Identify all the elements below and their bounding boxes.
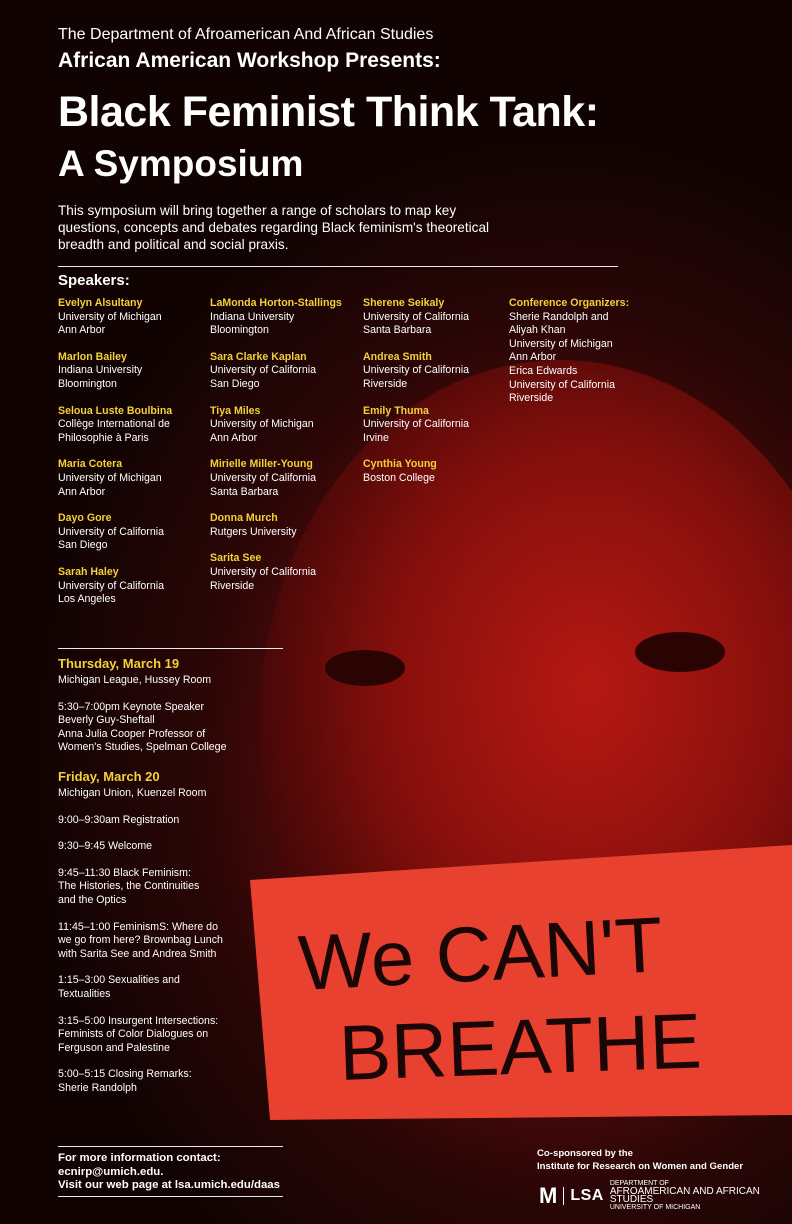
speaker-affiliation: Sherie Randolph and: [509, 310, 609, 323]
schedule-item-line: and the Optics: [58, 893, 127, 906]
schedule-item-line: Anna Julia Cooper Professor of: [58, 727, 206, 740]
speaker-affiliation: University of California: [363, 418, 469, 431]
speaker-affiliation: Philosophie à Paris: [58, 431, 149, 444]
schedule-item-line: 9:00–9:30am Registration: [58, 813, 180, 826]
dept-big: AFROAMERICAN AND AFRICAN STUDIES: [609, 1186, 760, 1205]
speaker-affiliation: Rutgers University: [210, 525, 297, 538]
speakers-heading: Speakers:: [58, 272, 130, 289]
lsa-logo: [539, 1180, 792, 1212]
schedule-item-line: Feminists of Color Dialogues on: [58, 1028, 209, 1041]
speaker-name: Maria Cotera: [58, 458, 123, 471]
speaker-name: Tiya Miles: [210, 404, 261, 417]
schedule-item: [58, 701, 288, 755]
speaker-affiliation: University of California: [363, 310, 469, 323]
speaker-affiliation: Bloomington: [210, 324, 269, 337]
speaker-entry: [363, 458, 513, 485]
speaker-entry: [363, 297, 513, 338]
speaker-entry: [58, 458, 208, 499]
schedule-item-line: 3:15–5:00 Insurgent Intersections:: [58, 1014, 219, 1027]
speaker-affiliation: University of California: [58, 579, 164, 592]
title-line-1: Black Feminist Think Tank:: [58, 88, 599, 136]
speaker-affiliation: Riverside: [210, 579, 255, 592]
speaker-name: Conference Organizers:: [509, 297, 630, 309]
eye-left: [325, 650, 405, 686]
department-name: The Department of Afroamerican And African Studies: [58, 26, 434, 43]
speaker-name: Sara Clarke Kaplan: [210, 350, 307, 363]
speaker-affiliation: University of Michigan: [509, 337, 613, 350]
speaker-name: Sherene Seikaly: [363, 297, 445, 309]
speaker-affiliation: Riverside: [509, 392, 554, 405]
speaker-affiliation: University of California: [363, 364, 469, 377]
speaker-entry: [58, 512, 208, 553]
divider-bottom: [58, 1196, 283, 1197]
speaker-affiliation: Santa Barbara: [363, 324, 432, 337]
schedule-item-line: Sherie Randolph: [58, 1081, 137, 1094]
speaker-name: Dayo Gore: [58, 512, 112, 525]
schedule-item-line: 9:30–9:45 Welcome: [58, 840, 153, 853]
speaker-column: [363, 297, 513, 499]
speaker-affiliation: San Diego: [58, 539, 108, 552]
speaker-affiliation: Collège International de: [58, 418, 170, 431]
speaker-affiliation: Aliyah Khan: [509, 324, 566, 337]
schedule-item-line: 11:45–1:00 FeminismS: Where do: [58, 920, 218, 933]
schedule-location: Michigan League, Hussey Room: [58, 674, 212, 686]
schedule-item: [58, 974, 288, 1001]
schedule-item-line: 5:00–5:15 Closing Remarks:: [58, 1068, 192, 1081]
speaker-affiliation: University of California: [210, 364, 316, 377]
schedule-item: [58, 921, 288, 962]
divider-top: [58, 266, 618, 267]
speaker-affiliation: Bloomington: [58, 377, 117, 390]
speaker-affiliation: Boston College: [363, 471, 435, 484]
speaker-name: Marlon Bailey: [58, 350, 127, 363]
speaker-name: Seloua Luste Boulbina: [58, 404, 173, 417]
schedule: [58, 656, 288, 1095]
contact-web[interactable]: Visit our web page at lsa.umich.edu/daas: [58, 1179, 280, 1192]
michigan-m-logo: M: [539, 1183, 558, 1208]
speaker-affiliation: Indiana University: [58, 364, 143, 377]
contact-line-1: For more information contact:: [58, 1152, 221, 1164]
schedule-item-line: with Sarita See and Andrea Smith: [58, 947, 217, 960]
dept-small: DEPARTMENT OF: [609, 1180, 669, 1187]
speaker-entry: [210, 512, 360, 539]
cosponsor-line-2: Institute for Research on Women and Gender: [537, 1161, 744, 1172]
speaker-column: [58, 297, 208, 620]
speaker-affiliation: San Diego: [210, 377, 260, 390]
title-line-2: A Symposium: [58, 143, 304, 184]
schedule-day: Thursday, March 19: [58, 656, 180, 671]
speaker-affiliation: Ann Arbor: [58, 485, 106, 498]
schedule-item-line: 5:30–7:00pm Keynote Speaker: [58, 700, 205, 713]
speaker-affiliation: Los Angeles: [58, 593, 116, 606]
intro-paragraph: This symposium will bring together a range of scholars to map key questions, concepts and debates regarding Black feminism's theoretical breadth and political and social praxis.: [58, 203, 490, 252]
speaker-affiliation: Ann Arbor: [58, 324, 106, 337]
speaker-name: Andrea Smith: [363, 350, 432, 363]
dept-univ: UNIVERSITY OF MICHIGAN: [609, 1204, 701, 1211]
presents-line: African American Workshop Presents:: [58, 49, 441, 72]
speaker-entry: [363, 405, 513, 446]
speaker-entry: [210, 458, 360, 499]
divider-schedule: [58, 648, 283, 649]
contact-email[interactable]: ecnirp@umich.edu.: [58, 1165, 164, 1178]
speaker-entry: [58, 566, 208, 607]
speaker-entry: [210, 552, 360, 593]
schedule-item: [58, 840, 288, 854]
speaker-column: [509, 297, 659, 419]
schedule-item: [58, 1015, 288, 1056]
schedule-item-line: The Histories, the Continuities: [58, 880, 200, 893]
speaker-affiliation: Ann Arbor: [509, 351, 557, 364]
schedule-item-line: 1:15–3:00 Sexualities and: [58, 974, 180, 987]
speaker-affiliation: University of California: [210, 565, 316, 578]
speaker-affiliation: University of Michigan: [58, 310, 162, 323]
speaker-name: Donna Murch: [210, 512, 278, 525]
lsa-wordmark: LSA: [563, 1187, 604, 1205]
speaker-column: [210, 297, 360, 606]
schedule-location: Michigan Union, Kuenzel Room: [58, 786, 207, 799]
speaker-affiliation: Irvine: [363, 431, 389, 444]
speaker-affiliation: Indiana University: [210, 310, 295, 323]
cosponsor-line-1: Co-sponsored by the: [537, 1148, 633, 1159]
speaker-affiliation: University of California: [210, 471, 316, 484]
cosponsor: [537, 1147, 743, 1173]
speaker-affiliation: Erica Edwards: [509, 364, 578, 377]
dept-wordmark: [610, 1180, 792, 1212]
tape-text-line2: BREATHE: [337, 996, 703, 1097]
speaker-entry: [58, 351, 208, 392]
schedule-item-line: Beverly Guy-Sheftall: [58, 714, 155, 727]
speaker-affiliation: University of Michigan: [58, 471, 162, 484]
speaker-entry: [210, 405, 360, 446]
speaker-name: Sarah Haley: [58, 565, 119, 578]
speaker-name: LaMonda Horton-Stallings: [210, 297, 342, 309]
tape-text-line1: We CAN'T: [296, 900, 665, 1007]
speaker-name: Evelyn Alsultany: [58, 297, 143, 309]
schedule-item-line: Ferguson and Palestine: [58, 1041, 170, 1054]
schedule-item: [58, 814, 288, 828]
speaker-entry: [58, 405, 208, 446]
schedule-item-line: Textualities: [58, 987, 111, 1000]
speaker-entry: [509, 297, 659, 406]
speaker-entry: [210, 351, 360, 392]
speaker-affiliation: Ann Arbor: [210, 431, 258, 444]
schedule-item-line: we go from here? Brownbag Lunch: [58, 934, 223, 947]
schedule-item-line: 9:45–11:30 Black Feminism:: [58, 866, 191, 879]
speaker-name: Sarita See: [210, 552, 262, 565]
speaker-entry: [363, 351, 513, 392]
speaker-entry: [210, 297, 360, 338]
divider-contact: [58, 1146, 283, 1147]
speaker-name: Cynthia Young: [363, 458, 437, 471]
schedule-day: Friday, March 20: [58, 768, 160, 784]
contact-info: [58, 1152, 280, 1193]
speaker-name: Emily Thuma: [363, 404, 429, 417]
schedule-item: [58, 867, 288, 908]
schedule-item: [58, 1068, 288, 1095]
speaker-affiliation: University of California: [58, 525, 164, 538]
speaker-name: Mirielle Miller-Young: [210, 458, 313, 471]
speaker-affiliation: Riverside: [363, 377, 408, 390]
speaker-affiliation: University of California: [509, 378, 615, 391]
speaker-affiliation: University of Michigan: [210, 418, 314, 431]
schedule-item-line: Women's Studies, Spelman College: [58, 741, 227, 754]
speaker-entry: [58, 297, 208, 338]
eye-right: [635, 632, 725, 672]
speaker-affiliation: Santa Barbara: [210, 485, 279, 498]
